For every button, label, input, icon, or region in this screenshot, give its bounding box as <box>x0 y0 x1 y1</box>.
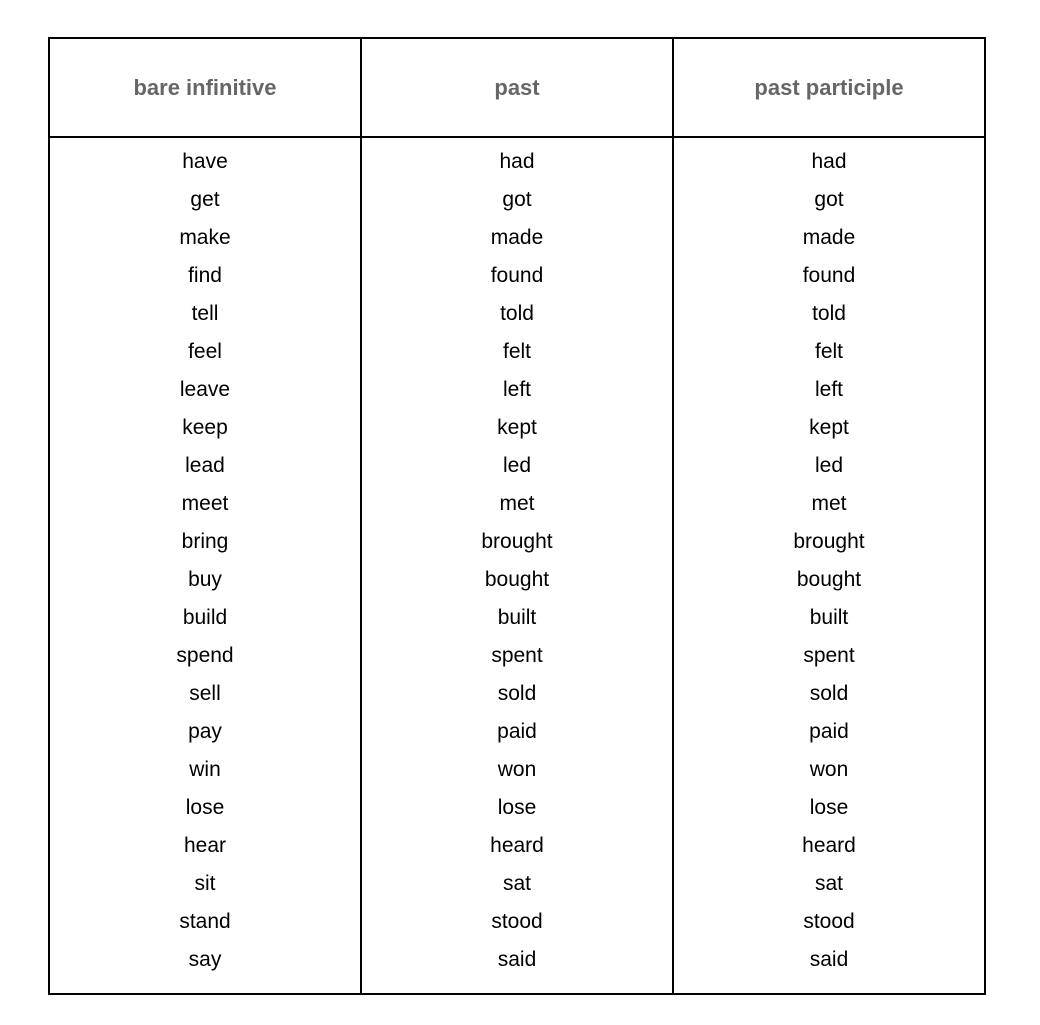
table-cell: found <box>802 264 856 287</box>
table-cell: made <box>802 226 856 249</box>
table-cell: got <box>814 188 844 211</box>
table-cell: said <box>809 948 849 971</box>
table-cell: had <box>499 150 535 173</box>
table-header-row <box>50 39 984 138</box>
table-cell: paid <box>497 720 537 743</box>
table-cell: lose <box>809 796 849 819</box>
table-cell: sat <box>502 872 531 895</box>
table-cell: bought <box>796 568 862 591</box>
table-cell: told <box>812 302 846 325</box>
table-cell: brought <box>481 530 553 553</box>
table-cell: had <box>811 150 847 173</box>
table-cell: won <box>497 758 537 781</box>
table-cell: met <box>499 492 535 515</box>
table-cell: stood <box>491 910 543 933</box>
table-cell: find <box>188 264 222 287</box>
table-cell: spend <box>176 644 234 667</box>
table-cell: heard <box>802 834 856 857</box>
header-past: past <box>360 39 672 136</box>
table-cell: lose <box>185 796 225 819</box>
table-cell: built <box>809 606 849 629</box>
table-cell: sell <box>189 682 221 705</box>
table-cell: said <box>497 948 537 971</box>
table-cell: kept <box>497 416 537 439</box>
table-cell: won <box>809 758 849 781</box>
table-cell: build <box>182 606 228 629</box>
table-cell: make <box>179 226 231 249</box>
table-cell: have <box>182 150 228 173</box>
column-past-participle <box>672 138 984 993</box>
table-cell: buy <box>188 568 222 591</box>
table-cell: sold <box>809 682 849 705</box>
table-cell: sit <box>194 872 216 895</box>
table-cell: got <box>502 188 532 211</box>
table-cell: bought <box>484 568 550 591</box>
table-cell: tell <box>191 302 219 325</box>
table-cell: paid <box>809 720 849 743</box>
table-cell: hear <box>183 834 227 857</box>
table-cell: heard <box>490 834 544 857</box>
table-body <box>50 138 984 993</box>
table-cell: get <box>190 188 220 211</box>
table-cell: made <box>490 226 544 249</box>
table-cell: left <box>814 378 843 401</box>
table-cell: brought <box>793 530 865 553</box>
table-cell: met <box>811 492 847 515</box>
column-bare-infinitive <box>50 138 360 993</box>
table-cell: kept <box>809 416 849 439</box>
table-cell: sold <box>497 682 537 705</box>
table-cell: found <box>490 264 544 287</box>
table-cell: feel <box>188 340 222 363</box>
table-cell: meet <box>181 492 229 515</box>
table-cell: felt <box>502 340 531 363</box>
table-cell: bring <box>181 530 229 553</box>
table-cell: told <box>500 302 534 325</box>
table-cell: pay <box>188 720 222 743</box>
table-cell: stand <box>179 910 231 933</box>
header-past-participle: past participle <box>672 39 984 136</box>
table-cell: felt <box>814 340 843 363</box>
table-cell: leave <box>179 378 231 401</box>
table-cell: led <box>814 454 844 477</box>
table-cell: spent <box>803 644 855 667</box>
table-cell: led <box>502 454 532 477</box>
verb-table <box>48 37 986 995</box>
header-bare-infinitive: bare infinitive <box>133 74 277 100</box>
table-cell: left <box>502 378 531 401</box>
table-cell: built <box>497 606 537 629</box>
column-past <box>360 138 672 993</box>
table-cell: keep <box>182 416 228 439</box>
table-cell: say <box>188 948 222 971</box>
table-cell: spent <box>491 644 543 667</box>
table-cell: lead <box>185 454 225 477</box>
table-cell: stood <box>803 910 855 933</box>
table-cell: sat <box>814 872 843 895</box>
table-cell: win <box>189 758 221 781</box>
table-cell: lose <box>497 796 537 819</box>
